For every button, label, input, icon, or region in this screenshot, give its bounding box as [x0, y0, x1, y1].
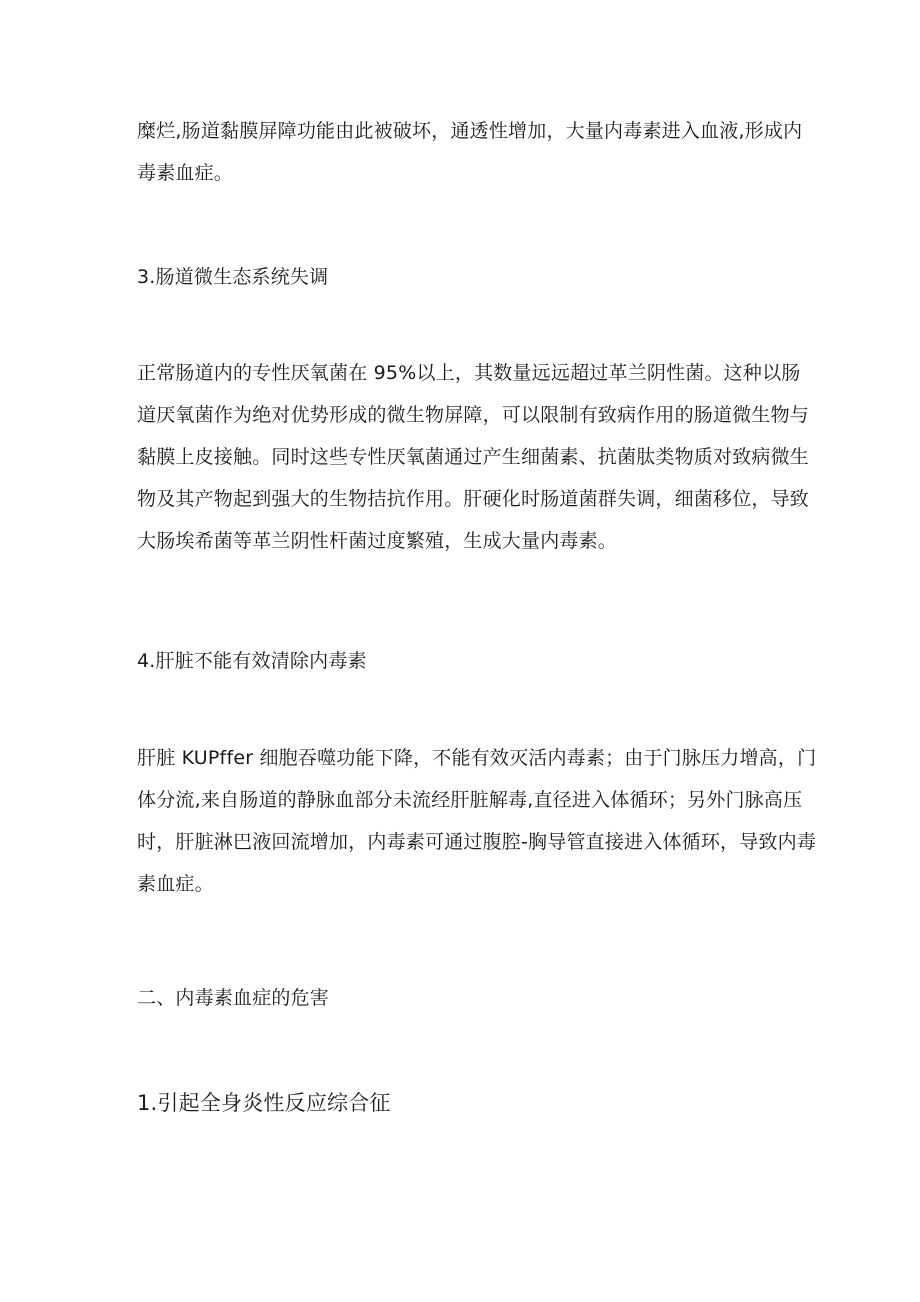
- paragraph-continued: [137, 110, 803, 194]
- text-line: 糜烂,肠道黏膜屏障功能由此被破坏，通透性增加，大量内毒素进入血液,形成内: [137, 120, 803, 142]
- text-line: 物及其产物起到强大的生物拮抗作用。肝硬化时肠道菌群失调，细菌移位，导致: [137, 488, 810, 510]
- text-line: 道厌氧菌作为绝对优势形成的微生物屏障，可以限制有致病作用的肠道微生物与: [137, 404, 810, 426]
- text-line: 肝脏 KUPffer 细胞吞噬功能下降，不能有效灭活内毒素；由于门脉压力增高，门: [137, 747, 817, 769]
- heading-liver-clearance: 4.肝脏不能有效清除内毒素: [137, 650, 367, 672]
- text-line: 体分流,来自肠道的静脉血部分未流经肝脏解毒,直径进入体循环；另外门脉高压: [137, 789, 803, 811]
- section-heading-hazards: 二、内毒素血症的危害: [137, 987, 330, 1009]
- heading-gut-microecology: 3.肠道微生态系统失调: [137, 266, 329, 288]
- text-line: 毒素血症。: [137, 162, 234, 184]
- text-line: 大肠埃希菌等革兰阴性杆菌过度繁殖，生成大量内毒素。: [137, 530, 618, 552]
- text-line: 素血症。: [137, 873, 214, 895]
- paragraph-gut-microecology: [137, 352, 810, 562]
- paragraph-liver-clearance: [137, 737, 817, 905]
- text-line: 正常肠道内的专性厌氧菌在 95%以上，其数量远远超过革兰阴性菌。这种以肠: [137, 362, 801, 384]
- heading-sirs: 1.引起全身炎性反应综合征: [137, 1091, 391, 1115]
- text-line: 黏膜上皮接触。同时这些专性厌氧菌通过产生细菌素、抗菌肽类物质对致病微生: [137, 446, 810, 468]
- text-line: 时，肝脏淋巴液回流增加，内毒素可通过腹腔-胸导管直接进入体循环，导致内毒: [137, 831, 817, 853]
